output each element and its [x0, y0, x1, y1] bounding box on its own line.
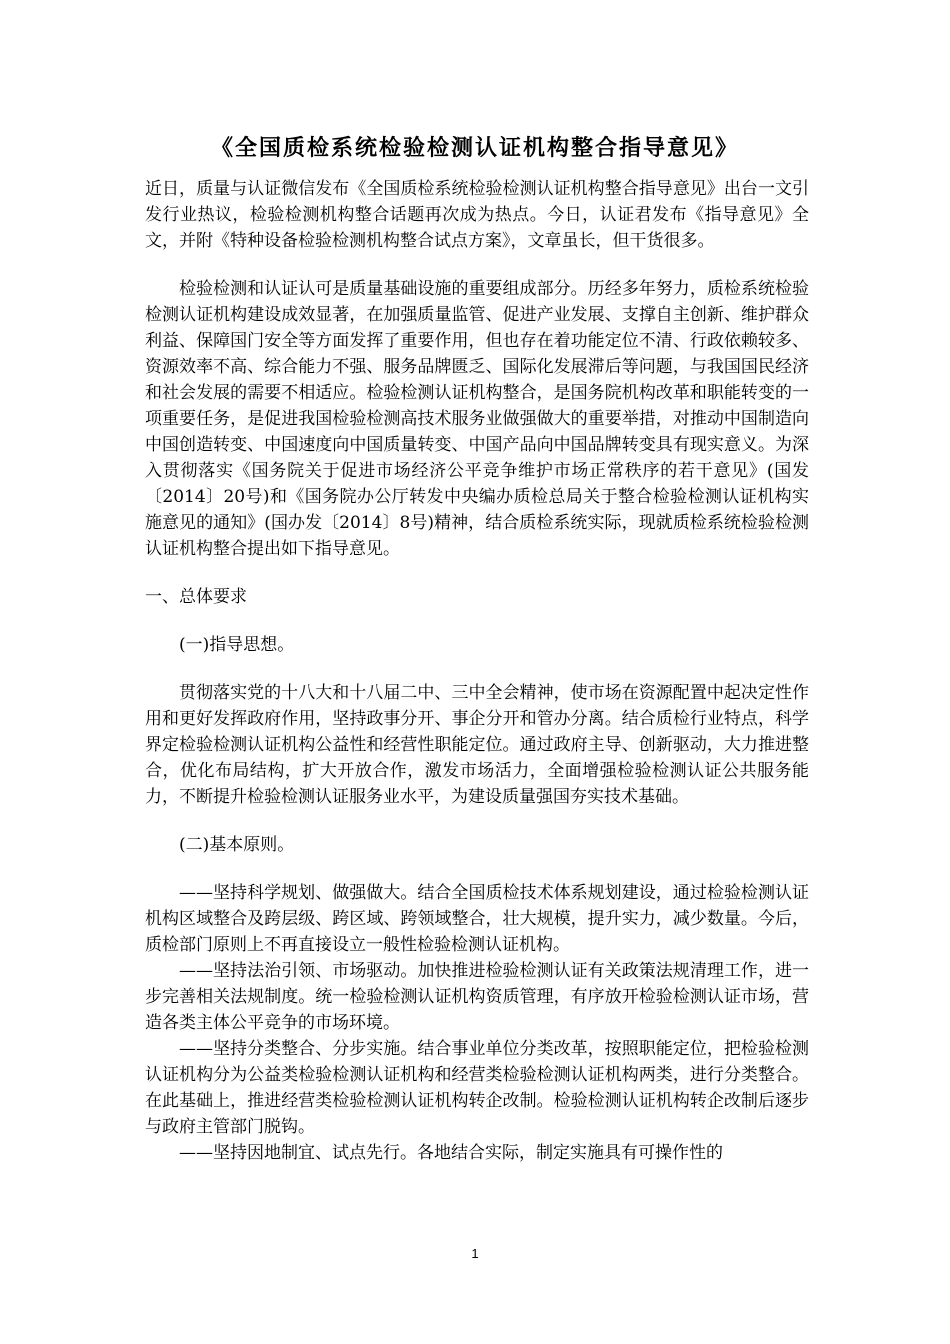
- principle-paragraph: ——坚持分类整合、分步实施。结合事业单位分类改革，按照职能定位，把检验检测认证机构分为公益类检验检测认证机构和经营类检验检测认证机构两类，进行分类整合。在此基础上，推进经营类检验检测认证机构转企改制。检验检测认证机构转企改制后逐步与政府主管部门脱钩。: [145, 1039, 809, 1137]
- principle-paragraph: ——坚持法治引领、市场驱动。加快推进检验检测认证有关政策法规清理工作，进一步完善相关法规制度。统一检验检测认证机构资质管理，有序放开检验检测认证市场，营造各类主体公平竞争的市场环境。: [145, 961, 809, 1033]
- subsection-heading-guiding-ideology: (一)指导思想。: [179, 635, 295, 655]
- page-number: 1: [471, 1246, 479, 1261]
- document-title: 《全国质检系统检验检测认证机构整合指导意见》: [210, 135, 739, 161]
- background-paragraph: 检验检测和认证认可是质量基础设施的重要组成部分。历经多年努力，质检系统检验检测认证机构建设成效显著，在加强质量监管、促进产业发展、支撑自主创新、维护群众利益、保障国门安全等方面发挥了重要作用，但也存在着功能定位不清、行政依赖较多、资源效率不高、综合能力不强、服务品牌匮乏、国际化发展滞后等问题，与我国国民经济和社会发展的需要不相适应。检验检测认证机构整合，是国务院机构改革和职能转变的一项重要任务，是促进我国检验检测高技术服务业做强做大的重要举措，对推动中国制造向中国创造转变、中国速度向中国质量转变、中国产品向中国品牌转变具有现实意义。为深入贯彻落实《国务院关于促进市场经济公平竞争维护市场正常秩序的若干意见》(国发〔2014〕20号)和《国务院办公厅转发中央编办质检总局关于整合检验检测认证机构实施意见的通知》(国办发〔2014〕8号)精神，结合质检系统实际，现就质检系统检验检测认证机构整合提出如下指导意见。: [145, 279, 809, 559]
- paragraph-gap: [145, 810, 809, 832]
- intro-paragraph: 近日，质量与认证微信发布《全国质检系统检验检测认证机构整合指导意见》出台一文引发行业热议，检验检测机构整合话题再次成为热点。今日，认证君发布《指导意见》全文，并附《特种设备检验检测机构整合试点方案》，文章虽长，但干货很多。: [145, 179, 809, 251]
- paragraph-gap: [145, 562, 809, 584]
- paragraph-gap: [145, 858, 809, 880]
- paragraph-gap: [145, 254, 809, 276]
- paragraph-gap: [145, 658, 809, 680]
- section-heading-general-requirements: 一、总体要求: [145, 587, 247, 607]
- paragraph-gap: [145, 610, 809, 632]
- principle-paragraph: ——坚持科学规划、做强做大。结合全国质检技术体系规划建设，通过检验检测认证机构区域整合及跨层级、跨区域、跨领域整合，壮大规模，提升实力，减少数量。今后，质检部门原则上不再直接设立一般性检验检测认证机构。: [145, 883, 809, 955]
- guiding-ideology-paragraph: 贯彻落实党的十八大和十八届二中、三中全会精神，使市场在资源配置中起决定性作用和更好发挥政府作用，坚持政事分开、事企分开和管办分离。结合质检行业特点，科学界定检验检测认证机构公益性和经营性职能定位。通过政府主导、创新驱动，大力推进整合，优化布局结构，扩大开放合作，激发市场活力，全面增强检验检测认证公共服务能力，不断提升检验检测认证服务业水平，为建设质量强国夯实技术基础。: [145, 683, 809, 807]
- document-body: [145, 176, 809, 1166]
- subsection-heading-basic-principles: (二)基本原则。: [179, 835, 295, 855]
- principle-paragraph: ——坚持因地制宜、试点先行。各地结合实际，制定实施具有可操作性的: [179, 1143, 723, 1163]
